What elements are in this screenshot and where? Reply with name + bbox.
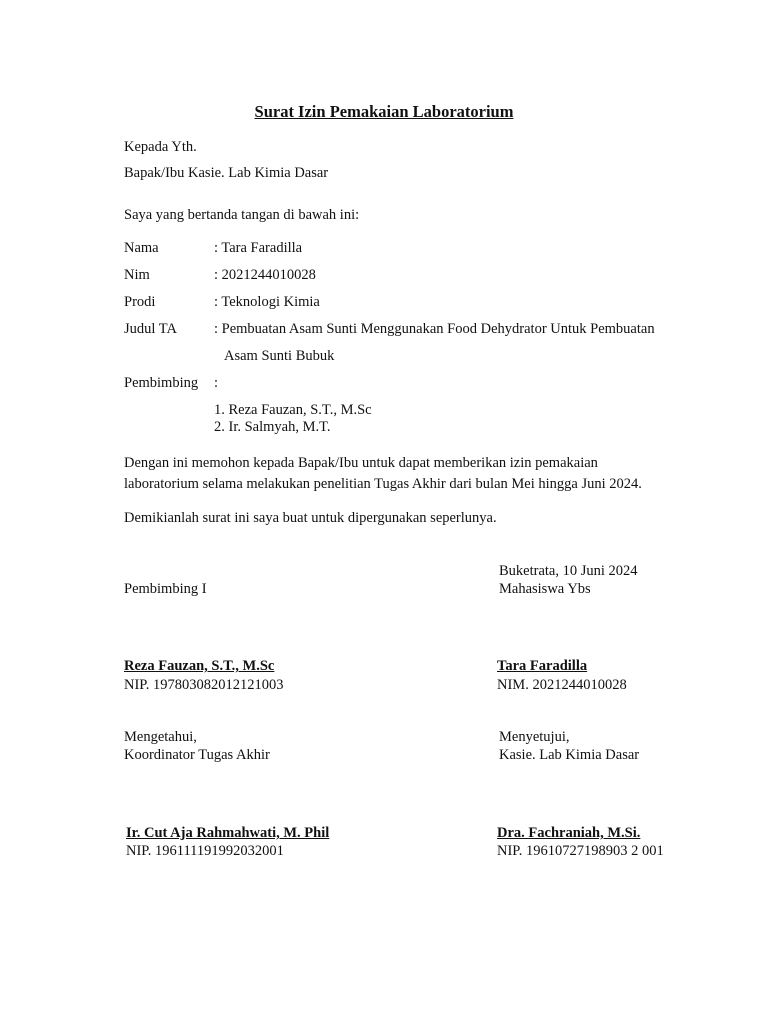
- right2-signatory-id: NIP. 19610727198903 2 001: [497, 843, 664, 859]
- pembimbing-item-1: 1. Reza Fauzan, S.T., M.Sc: [214, 402, 372, 418]
- field-value-prodi: : Teknologi Kimia: [214, 294, 320, 310]
- field-label-prodi: Prodi: [124, 294, 156, 310]
- field-colon-pembimbing: :: [214, 375, 219, 391]
- left1-role: Pembimbing I: [124, 581, 207, 597]
- field-label-pembimbing: Pembimbing: [124, 375, 199, 391]
- field-value-nim: : 2021244010028: [214, 267, 316, 283]
- right2-signatory-name: Dra. Fachraniah, M.Si.: [497, 825, 641, 841]
- place-date: Buketrata, 10 Juni 2024: [499, 563, 638, 579]
- left1-signatory-id: NIP. 197803082012121003: [124, 677, 284, 693]
- field-label-nama: Nama: [124, 240, 159, 256]
- right1-signatory-name: Tara Faradilla: [497, 658, 588, 674]
- closing-text: Demikianlah surat ini saya buat untuk dipergunakan seperlunya.: [124, 510, 497, 526]
- body-line-2: laboratorium selama melakukan penelitian Tugas Akhir dari bulan Mei hingga Juni 2024.: [124, 476, 642, 492]
- field-label-judul: Judul TA: [124, 321, 177, 337]
- left1-signatory-name: Reza Fauzan, S.T., M.Sc: [124, 658, 275, 674]
- pembimbing-item-2: 2. Ir. Salmyah, M.T.: [214, 419, 331, 435]
- left2-line-2: Koordinator Tugas Akhir: [124, 747, 270, 763]
- field-value-judul-line1: : Pembuatan Asam Sunti Menggunakan Food Dehydrator Untuk Pembuatan: [214, 321, 655, 337]
- right1-role: Mahasiswa Ybs: [499, 581, 591, 597]
- field-value-nama: : Tara Faradilla: [214, 240, 303, 256]
- left2-signatory-id: NIP. 196111191992032001: [126, 843, 284, 859]
- left2-signatory-name: Ir. Cut Aja Rahmahwati, M. Phil: [126, 825, 330, 841]
- intro-text: Saya yang bertanda tangan di bawah ini:: [124, 207, 360, 223]
- right2-line-2: Kasie. Lab Kimia Dasar: [499, 747, 640, 763]
- right2-line-1: Menyetujui,: [499, 729, 570, 745]
- recipient-line-2: Bapak/Ibu Kasie. Lab Kimia Dasar: [124, 165, 329, 181]
- field-value-judul-line2: Asam Sunti Bubuk: [224, 348, 335, 364]
- body-line-1: Dengan ini memohon kepada Bapak/Ibu untuk dapat memberikan izin pemakaian: [124, 455, 598, 471]
- field-label-nim: Nim: [124, 267, 150, 283]
- document-title: Surat Izin Pemakaian Laboratorium: [254, 102, 514, 121]
- recipient-line-1: Kepada Yth.: [124, 139, 197, 155]
- right1-signatory-id: NIM. 2021244010028: [497, 677, 627, 693]
- left2-line-1: Mengetahui,: [124, 729, 197, 745]
